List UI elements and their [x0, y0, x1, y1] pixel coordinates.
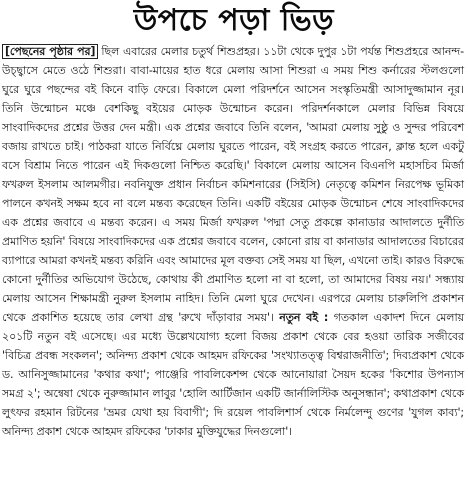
paragraph-1: ছিল এবারের মেলার চতুর্থ শিশুপ্রহর। ১১টা থেকে দুপুর ১টা পর্যন্ত শিশুপ্রহরে আনন্দ-উচ্ছ্বাসে মেতে ওঠে শিশুরা। বাবা-মায়ের হাত ধরে মেলায় আসা শিশুরা এ সময় শিশু কর্নারের স্টলগুলো ঘুরে ঘুরে পছন্দের বই কিনে বাড়ি ফেরে। বিকালে মেলা পরিদর্শনে আসেন সংস্কৃতিমন্ত্রী আসাদুজ্জামান নূর। তিনি উন্মোচন মঞ্চে বেশকিছু বইয়ের মোড়ক উন্মোচন করেন। পরিদর্শনকালে মেলার বিভিন্ন বিষয়ে সাংবাদিকদের প্রশ্নের উত্তর দেন মন্ত্রী। এক প্রশ্নের জবাবে তিনি বলেন, 'আমরা মেলায় সুষ্ঠু ও সুন্দর পরিবেশ বজায় রাখতে চাই। পাঠকরা যাতে নির্বিঘ্নে মেলায় ঘুরতে পারেন, বই সংগ্রহ করতে পারেন, ক্লান্ত হলে একটু বসে বিশ্রাম নিতে পারেন এই দিকগুলো নিশ্চিত করেছি।' বিকালে মেলায় আসেন বিএনপি মহাসচিব মির্জা ফখরুল ইসলাম আলমগীর। নবনিযুক্ত প্রধান নির্বাচন কমিশনারের (সিইসি) নেতৃত্বে কমিশন নিরপেক্ষ ভূমিকা পালনে কখনই সক্ষম হবে না বলে মন্তব্য করেছেন তিনি। একটি বইয়ের মোড়ক উন্মোচন শেষে সাংবাদিকদের এক প্রশ্নের জবাবে এ মন্তব্য করেন। এ সময় মির্জা ফখরুল 'পদ্মা সেতু প্রকল্পে কানাডার আদালতে দুর্নীতি প্রমাণিত হয়নি' বিষয়ে সাংবাদিকদের এক প্রশ্নের জবাবে বলেন, কোনো রায় বা কানাডার আদালতের বিচারের ব্যাপারে আমরা কখনই মন্তব্য করিনি এবং আমাদের মূল বক্তব্য সেই সময় যা ছিল, এখনো তাই। কারও বিরুদ্ধে কোনো দুর্নীতির অভিযোগ উঠেছে, কোথায় কী প্রমাণিত হলো না বা হলো, তা আমাদের বিষয় নয়।' সন্ধ্যায় মেলায় আসেন শিক্ষামন্ত্রী নুরুল ইসলাম নাহিদ। তিনি মেলা ঘুরে দেখেন। এরপরে মেলায় চারুলিপি প্রকাশন থেকে প্রকাশিত হয়েছে তার লেখা গ্রন্থ 'রুখে দাঁড়াবার সময়'। [2, 45, 464, 324]
headline: উপচে পড়া ভিড় [133, 3, 335, 38]
new-books-label: নতুন বই : [279, 311, 329, 324]
article-body [2, 42, 464, 441]
continued-from-tag: [পেছনের পৃষ্ঠার পর] [2, 44, 98, 59]
paragraph-2: গতকাল একাদশ দিনে মেলায় ২০১টি নতুন বই এসেছে। এর মধ্যে উল্লেখযোগ্য হলো বিজয় প্রকাশ থেকে বের হওয়া তারিক সজীবের 'বিচিত্র প্রবন্ধ সংকলন'; অনিন্দ্য প্রকাশ থেকে আহমদ রফিকের 'সংখ্যাতত্ত্ব বিশ্বরাজনীতি'; দিব্যপ্রকাশ থেকে ড. আনিসুজ্জামানের 'কথার কথা'; পাঞ্জেরি পাবলিকেশন্স থেকে আনোয়ারা সৈয়দ হকের 'কিশোর উপন্যাস সমগ্র ২'; অন্বেষা থেকে নুরুজ্জামান লাবুর 'হোলি আর্টিজান একটি জার্নালিস্টিক অনুসন্ধান'; কথাপ্রকাশ থেকে লুৎফর রহমান রিটনের 'ভ্রমর যেথা হয় বিবাগী'; দি রয়েল পাবলিশার্স থেকে নির্মলেন্দু গুণের 'যুগল কাব্য'; অনিন্দ্য প্রকাশ থেকে আহমদ রফিকের 'ঢাকার মুক্তিযুদ্ধের দিনগুলো'। [2, 311, 464, 438]
